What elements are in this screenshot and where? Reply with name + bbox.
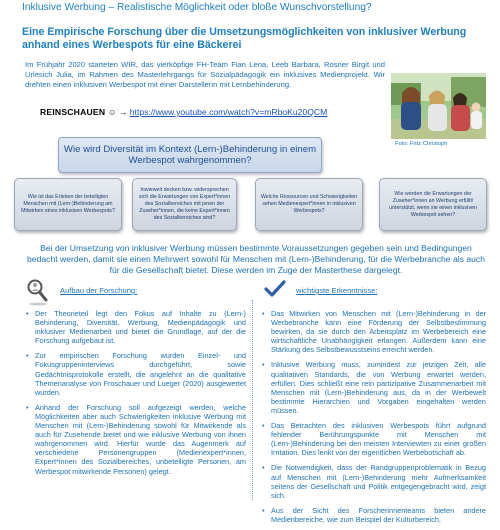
arrow-icon: →: [118, 107, 128, 117]
sub-question-text: Inwieweit decken bzw. widersprechen sich die Erwartungen von Expert*innen des Sozialbereiches mit jenen der Zuseher*innen, die keine Expert*innen des Sozialbereiches sind?: [138, 187, 231, 221]
poster-title: Inklusive Werbung – Realistische Möglichkeit oder bloße Wunschvorstellung?: [22, 2, 372, 13]
list-item: • Der Theorieteil legt den Fokus auf Inhalte zu (Lern-) Behinderung, Diversität, Werbung, Medienpädagogik und inklusiver Medienarbeit und bietet die Grundlage, auf der die Forschung aufgebaut ist.: [35, 309, 246, 345]
list-item: • Aus der Sicht des Forscherinnenteams bieten andere Medienbereiche, wie zum Beispiel der Kulturbereich,: [271, 506, 486, 524]
list-item: • Zur empirischen Forschung wurden Einzel- und Fokusgruppeninterviews durchgeführt, sowie Gedächtnisprotokolle erstellt, die angelehnt an die qualitative Themenanalyse von Froschauer und Lueger (2020) ausgewertet wurden.: [35, 351, 246, 396]
team-photo-image: [391, 73, 486, 139]
reinschauen-label: REINSCHAUEN: [40, 107, 106, 117]
sub-question-box: [14, 178, 122, 231]
list-item: • Inklusive Werbung muss, zumindest zur jetzigen Zeit, alle qualitativen Standards, die von Werbung erwartet werden, erfüllen. Dies schließt eine rein partizipative Zusammenarbeit mit Menschen mit (Lern-)Behinderung aus, da in der Werbewelt bestimmte Hierarchien und Vorgaben eingehalten werden müssen.: [271, 360, 486, 415]
poster-subtitle: Eine Empirische Forschung über die Umsetzungsmöglichkeiten von inklusiver Werbung anhand eines Werbespots für eine Bäckerei: [22, 26, 467, 51]
sub-question-box: [255, 178, 363, 231]
list-item: • Die Notwendigkeit, dass der Randgruppenproblematik in Bezug auf Menschen mit (Lern-)Behinderung mehr Aufmerksamkeit seitens der Gesellschaft und Politik entgegengebracht wird, zeigt sich.: [271, 463, 486, 499]
magnifier-person-icon: [26, 278, 50, 306]
photo-credit: Foto: Fritz Christoph: [395, 141, 448, 147]
team-photo: [391, 73, 486, 139]
sub-question-box: [379, 178, 487, 231]
conditions-statement: Bei der Umsetzung von inklusiver Werbung müssen bestimmte Voraussetzungen gegeben sein und Bedingungen bedacht werden, damit sie einen Mehrwert sowohl für Menschen mit (Lern-)Behinderung, für die Werbebranche als auch für die Gesellschaft bietet. Diese werden im Zuge der Masterthese dargelegt.: [27, 243, 485, 275]
video-link[interactable]: https://www.youtube.com/watch?v=mRboKu20QCM: [129, 107, 328, 117]
checkmark-icon: [264, 279, 286, 299]
key-findings-heading: wichtigste Erkenntnisse:: [296, 286, 378, 295]
research-question-box: [58, 137, 322, 173]
list-item: • Anhand der Forschung soll aufgezeigt werden, welche Möglichkeiten aber auch Schwierigkeiten inklusive Werbung mit Menschen mit (Lern-)Behinderung sowohl für Mitwirkende als auch für Zusehende bietet und wie inklusive Werbung von ihnen wahrgenommen wird. Hierfür wurde das Augenmerk auf verschiedene Personengruppen (Medienexpert*innen, Expert*innen des Sozialbereiches, unbeteiligte Personen, am Werbespot mitwirkende Personen) gelegt.: [35, 403, 246, 476]
research-structure-heading: Aufbau der Forschung:: [60, 286, 138, 295]
list-item: • Das Mitwirken von Menschen mit (Lern-)Behinderung in der Werbebranche kann eine Förderung der Selbstbestimmung bewirken, da sie durch den Arbeitsplatz im Werbebereich eine wirtschaftliche Unabhängigkeit erlangen. Außerdem kann eine Stärkung des Selbstbewusstseins erreicht werden.: [271, 309, 486, 354]
list-item: • Das Betrachten des inklusiven Werbespots führt aufgrund fehlender Berührungspunkte mit Menschen mit (Lern-)Behinderung bei den meisten Interviewten zu einer großen Irritation. Dies lenkt von der eigentlichen Werbebotschaft ab.: [271, 421, 486, 457]
video-link-row: [40, 107, 400, 117]
intro-text: Im Frühjahr 2020 starteten WIR, das vierköpfige FH-Team Fian Lena, Leeb Barbara, Rosner Birgit und Urlesich Julia, im Rahmen des Masterlehrgangs für Sozialpädagogik ein inklusives Medienprojekt. Wir drehten einen inklusiven Werbespot mit einer Darstellerin mit Lernbehinderung.: [25, 60, 385, 89]
key-findings-list: [262, 309, 486, 530]
research-question: Wie wird Diversität im Kontext (Lern-)Behinderung in einem Werbespot wahrgenommen?: [63, 144, 317, 166]
column-divider: [252, 300, 253, 500]
sub-question-text: Wie ist das Erleben der beteiligten Menschen mit (Lern-)Behinderung am Mitwirken eines inklusiven Werbespots?: [21, 194, 115, 214]
sub-question-text: Wie werden die Erwartungen der Zuseher*innen an Werbung erfüllt/ unterstützt, wenn sie einen inklusiven Werbespot sehen?: [389, 190, 477, 218]
sub-question-box: [132, 178, 237, 231]
research-structure-list: [26, 309, 246, 482]
smiley-icon: ☺: [107, 107, 117, 117]
sub-question-text: Welche Ressourcen und Schwierigkeiten sehen Medienexpert*innen in inklusiven Werbespots?: [260, 194, 358, 214]
